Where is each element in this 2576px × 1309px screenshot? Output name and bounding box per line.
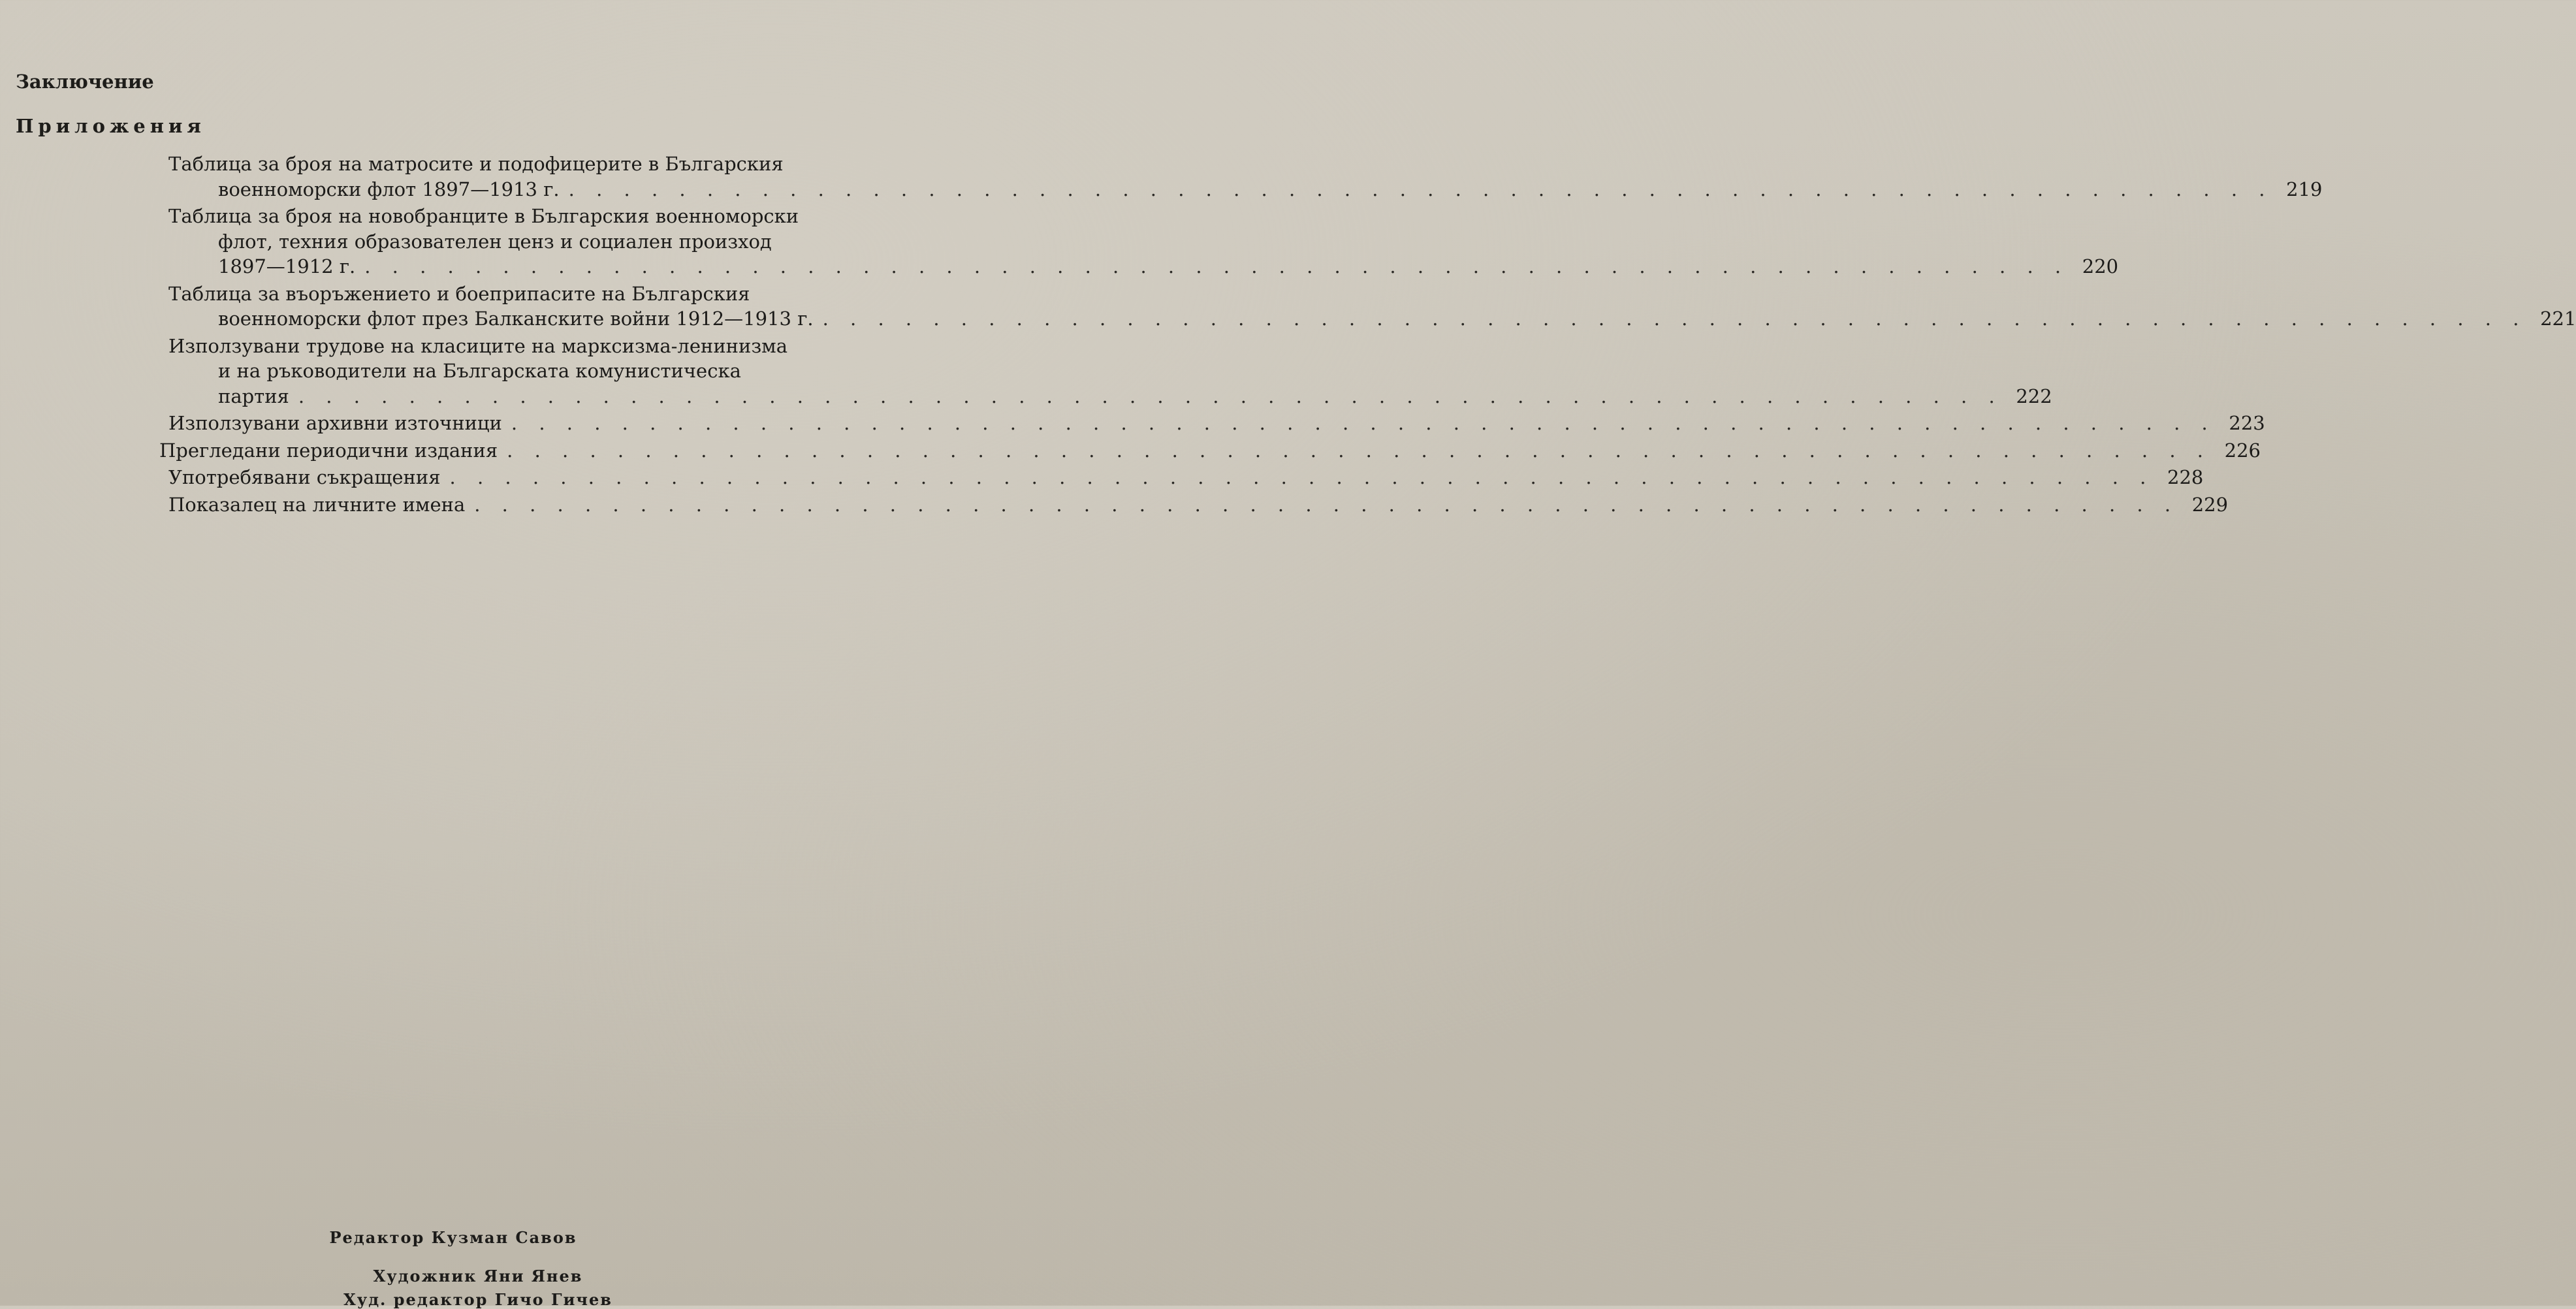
toc-page-number: 229 xyxy=(2191,493,2229,516)
toc-entry xyxy=(159,438,2261,464)
dot-leader: . . . . . . . . . . . . . . . . . . . . . . . . . . . . . . . . . . . . . . . . . . . . . . . . . . . . . . . . . . . . . . xyxy=(507,439,2211,462)
toc-page-number: 222 xyxy=(2016,385,2052,407)
toc-page-number: 226 xyxy=(2224,439,2261,462)
toc-page-number: 219 xyxy=(2286,178,2323,200)
toc-entry-text-line: Употребявани съкращения xyxy=(168,466,441,488)
toc-entry-text-line: Таблица за броя на новобранците в Българския военноморски xyxy=(168,205,799,227)
dot-leader: . . . . . . . . . . . . . . . . . . . . . . . . . . . . . . . . . . . . . . . . . . . . . . . . . . . . . . . . . . . . . . xyxy=(474,493,2179,516)
appendices-heading: Приложения xyxy=(16,115,206,137)
toc-entry-text-line: Използувани архивни източници xyxy=(168,412,502,434)
toc-entry xyxy=(168,465,2204,490)
art-editor-credit: Худ. редактор Гичо Гичев xyxy=(343,1290,612,1309)
dot-leader: . . . . . . . . . . . . . . . . . . . . . . . . . . . . . . . . . . . . . . . . . . . . . . . . . . . . . . . . . . . . . . xyxy=(511,412,2216,434)
toc-entry-text-line: Използувани трудове на класиците на марксизма-ленинизма xyxy=(168,334,787,357)
toc-page-number: 220 xyxy=(2082,255,2119,277)
dot-leader: . . . . . . . . . . . . . . . . . . . . . . . . . . . . . . . . . . . . . . . . . . . . . . . . . . . . . . . . . . . . . . xyxy=(822,308,2527,330)
toc-entry-text-line: Показалец на личните имена xyxy=(168,493,466,516)
toc-entry-text-line: военноморски флот 1897—1913 г. xyxy=(218,178,560,200)
toc-page-number: 228 xyxy=(2167,466,2204,488)
artist-credit: Художник Яни Янев xyxy=(373,1267,583,1285)
toc-entry xyxy=(168,334,2052,409)
conclusion-heading: Заключение xyxy=(16,71,154,93)
toc-entry-text-line: военноморски флот през Балканските войни 1912—1913 г. xyxy=(218,308,814,330)
toc-entry-text-line: Таблица за броя на матросите и подофицерите в Българския xyxy=(168,153,784,175)
dot-leader: . . . . . . . . . . . . . . . . . . . . . . . . . . . . . . . . . . . . . . . . . . . . . . . . . . . . . . . . . . . . . . xyxy=(568,178,2273,200)
toc-entry xyxy=(168,492,2229,518)
toc-page-number: 221 xyxy=(2540,308,2576,330)
dot-leader: . . . . . . . . . . . . . . . . . . . . . . . . . . . . . . . . . . . . . . . . . . . . . . . . . . . . . . . . . . . . . . xyxy=(298,385,2003,407)
toc-entry xyxy=(168,281,2576,332)
editor-credit: Редактор Кузман Савов xyxy=(329,1228,577,1247)
toc-entry xyxy=(168,411,2265,436)
toc-entry-text-line: Прегледани периодични издания xyxy=(159,439,498,462)
toc-entry-text-line: и на ръководители на Българската комунистическа xyxy=(218,360,741,382)
toc-entry-text-line: флот, техния образователен ценз и социален произход xyxy=(218,230,772,253)
toc-entry xyxy=(168,151,2323,202)
toc-entry xyxy=(168,204,2119,279)
dot-leader: . . . . . . . . . . . . . . . . . . . . . . . . . . . . . . . . . . . . . . . . . . . . . . . . . . . . . . . . . . . . . . xyxy=(449,466,2154,488)
toc-page-number: 223 xyxy=(2229,412,2265,434)
toc-entry-text-line: 1897—1912 г. xyxy=(218,255,356,277)
appendices-toc xyxy=(159,151,2576,519)
dot-leader: . . . . . . . . . . . . . . . . . . . . . . . . . . . . . . . . . . . . . . . . . . . . . . . . . . . . . . . . . . . . . . xyxy=(364,255,2069,277)
toc-entry-text-line: Таблица за въоръжението и боеприпасите на Българския xyxy=(168,282,750,305)
toc-entry-text-line: партия xyxy=(218,385,289,407)
